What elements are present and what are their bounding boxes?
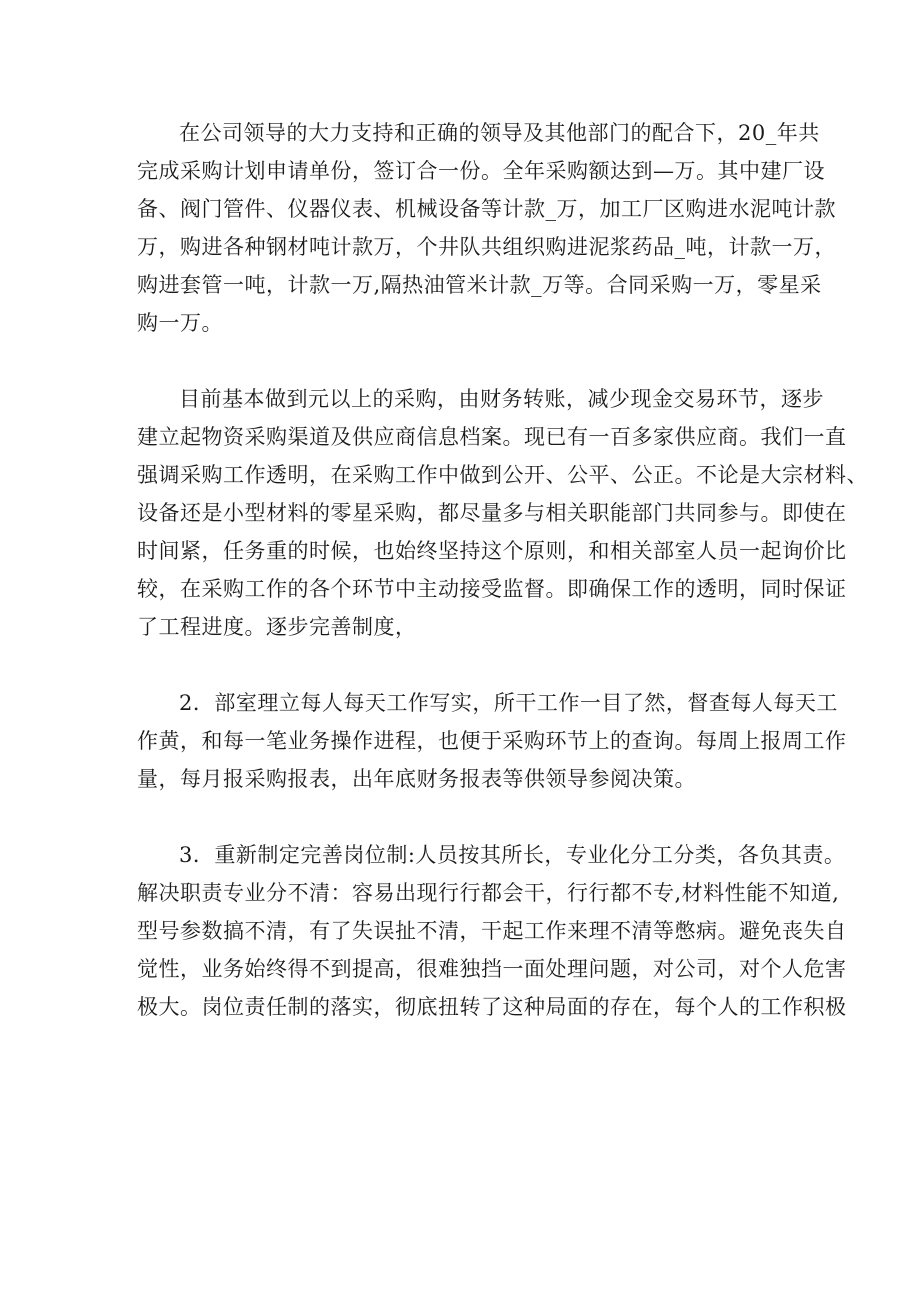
paragraph-item-3 <box>137 836 847 1026</box>
text-line: 了工程进度。逐步完善制度， <box>137 615 417 639</box>
text-line: 3．重新制定完善岗位制:人员按其所长，专业化分工分类，各负其责。 <box>179 843 846 867</box>
paragraph-transparency <box>137 380 868 646</box>
text-line: 目前基本做到元以上的采购，由财务转账，减少现金交易环节，逐步 <box>179 387 824 411</box>
text-line: 解决职责专业分不清：容易出现行行都会干，行行都不专,材料性能不知道, <box>137 881 840 905</box>
text-line: 完成采购计划申请单份，签订合一份。全年采购额达到—万。其中建厂设 <box>137 159 825 183</box>
text-line: 作黄，和每一笔业务操作进程，也便于采购环节上的查询。每周上报周工作 <box>137 729 847 753</box>
text-line: 购一万。 <box>137 311 223 335</box>
text-line: 设备还是小型材料的零星采购，都尽量多与相关职能部门共同参与。即使在 <box>137 501 847 525</box>
text-line: 强调采购工作透明，在采购工作中做到公开、公平、公正。不论是大宗材料、 <box>137 463 868 487</box>
text-line: 觉性，业务始终得不到提高，很难独挡一面处理问题，对公司，对个人危害 <box>137 957 847 981</box>
text-line: 较，在采购工作的各个环节中主动接受监督。即确保工作的透明，同时保证 <box>137 577 847 601</box>
text-line: 型号参数搞不清，有了失误扯不清，干起工作来理不清等憋病。避免丧失自 <box>137 919 847 943</box>
document-body <box>137 114 868 1064</box>
text-line: 备、阀门管件、仪器仪表、机械设备等计款_万，加工厂区购进水泥吨计款 <box>137 197 836 221</box>
paragraph-procurement-summary <box>137 114 836 342</box>
text-line: 在公司领导的大力支持和正确的领导及其他部门的配合下，20_年共 <box>179 121 820 145</box>
text-line: 时间紧，任务重的时候，也始终坚持这个原则，和相关部室人员一起询价比 <box>137 539 847 563</box>
paragraph-item-2 <box>137 684 847 798</box>
text-line: 2．部室理立每人每天工作写实，所干工作一目了然，督查每人每天工 <box>179 691 838 715</box>
text-line: 量，每月报采购报表，出年底财务报表等供领导参阅决策。 <box>137 767 696 791</box>
text-line: 万，购进各种钢材吨计款万，个井队共组织购进泥浆药品_吨，计款一万， <box>137 235 836 259</box>
text-line: 建立起物资采购渠道及供应商信息档案。现已有一百多家供应商。我们一直 <box>137 425 847 449</box>
text-line: 极大。岗位责任制的落实，彻底扭转了这种局面的存在，每个人的工作积极 <box>137 995 847 1019</box>
text-line: 购进套管一吨，计款一万,隔热油管米计款_万等。合同采购一万，零星采 <box>137 273 822 297</box>
